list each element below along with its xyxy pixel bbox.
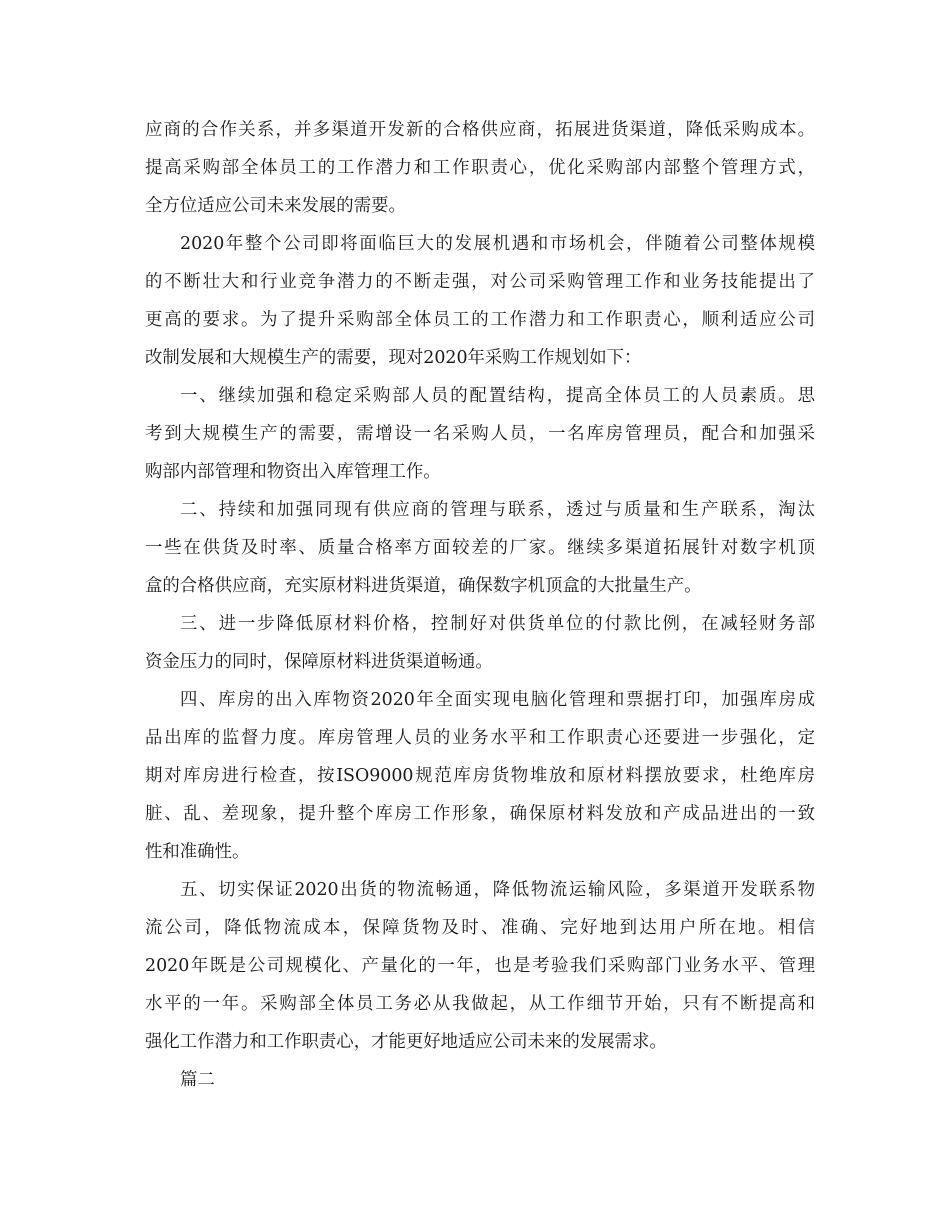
text-line: 三、进一步降低原材料价格，控制好对供货单位的付款比例，在减轻财务部 [180,614,815,634]
text-line: 期对库房进行检查，按ISO9000规范库房货物堆放和原材料摆放要求，杜绝库房 [145,766,815,786]
text-line: 改制发展和大规模生产的需要，现对2020年采购工作规划如下： [145,348,642,368]
text-line: 性和准确性。 [145,842,250,862]
text-line: 脏、乱、差现象，提升整个库房工作形象，确保原材料发放和产成品进出的一致 [145,804,815,824]
text-line: 2020年整个公司即将面临巨大的发展机遇和市场机会，伴随着公司整体规模 [180,234,815,254]
text-line: 考到大规模生产的需要，需增设一名采购人员，一名库房管理员，配合和加强采 [145,424,815,444]
text-line: 资金压力的同时，保障原材料进货渠道畅通。 [145,652,493,672]
text-line: 二、持续和加强同现有供应商的管理与联系，透过与质量和生产联系，淘汰 [180,500,815,520]
text-line: 一、继续加强和稳定采购部人员的配置结构，提高全体员工的人员素质。思 [180,386,815,406]
text-line: 水平的一年。采购部全体员工务必从我做起，从工作细节开始，只有不断提高和 [145,994,815,1014]
text-line: 更高的要求。为了提升采购部全体员工的工作潜力和工作职责心，顺利适应公司 [145,310,815,330]
text-line: 的不断壮大和行业竞争潜力的不断走强，对公司采购管理工作和业务技能提出了 [145,272,815,292]
text-line: 2020年既是公司规模化、产量化的一年，也是考验我们采购部门业务水平、管理 [145,956,815,976]
text-line: 全方位适应公司未来发展的需要。 [145,196,406,216]
document-body [145,111,815,1099]
text-line: 品出库的监督力度。库房管理人员的业务水平和工作职责心还要进一步强化，定 [145,728,815,748]
text-line: 应商的合作关系，并多渠道开发新的合格供应商，拓展进货渠道，降低采购成本。 [145,120,815,140]
text-line: 购部内部管理和物资出入库管理工作。 [145,462,441,482]
text-line: 四、库房的出入库物资2020年全面实现电脑化管理和票据打印，加强库房成 [180,690,815,710]
text-line: 盒的合格供应商，充实原材料进货渠道，确保数字机顶盒的大批量生产。 [145,576,702,596]
text-line: 提高采购部全体员工的工作潜力和工作职责心，优化采购部内部整个管理方式， [145,158,815,178]
text-line: 一些在供货及时率、质量合格率方面较差的厂家。继续多渠道拓展针对数字机顶 [145,538,815,558]
section-heading: 篇二 [180,1070,215,1090]
text-line: 五、切实保证2020出货的物流畅通，降低物流运输风险，多渠道开发联系物 [180,880,815,900]
text-line: 强化工作潜力和工作职责心，才能更好地适应公司未来的发展需求。 [145,1032,667,1052]
text-line: 流公司，降低物流成本，保障货物及时、准确、完好地到达用户所在地。相信 [145,918,815,938]
